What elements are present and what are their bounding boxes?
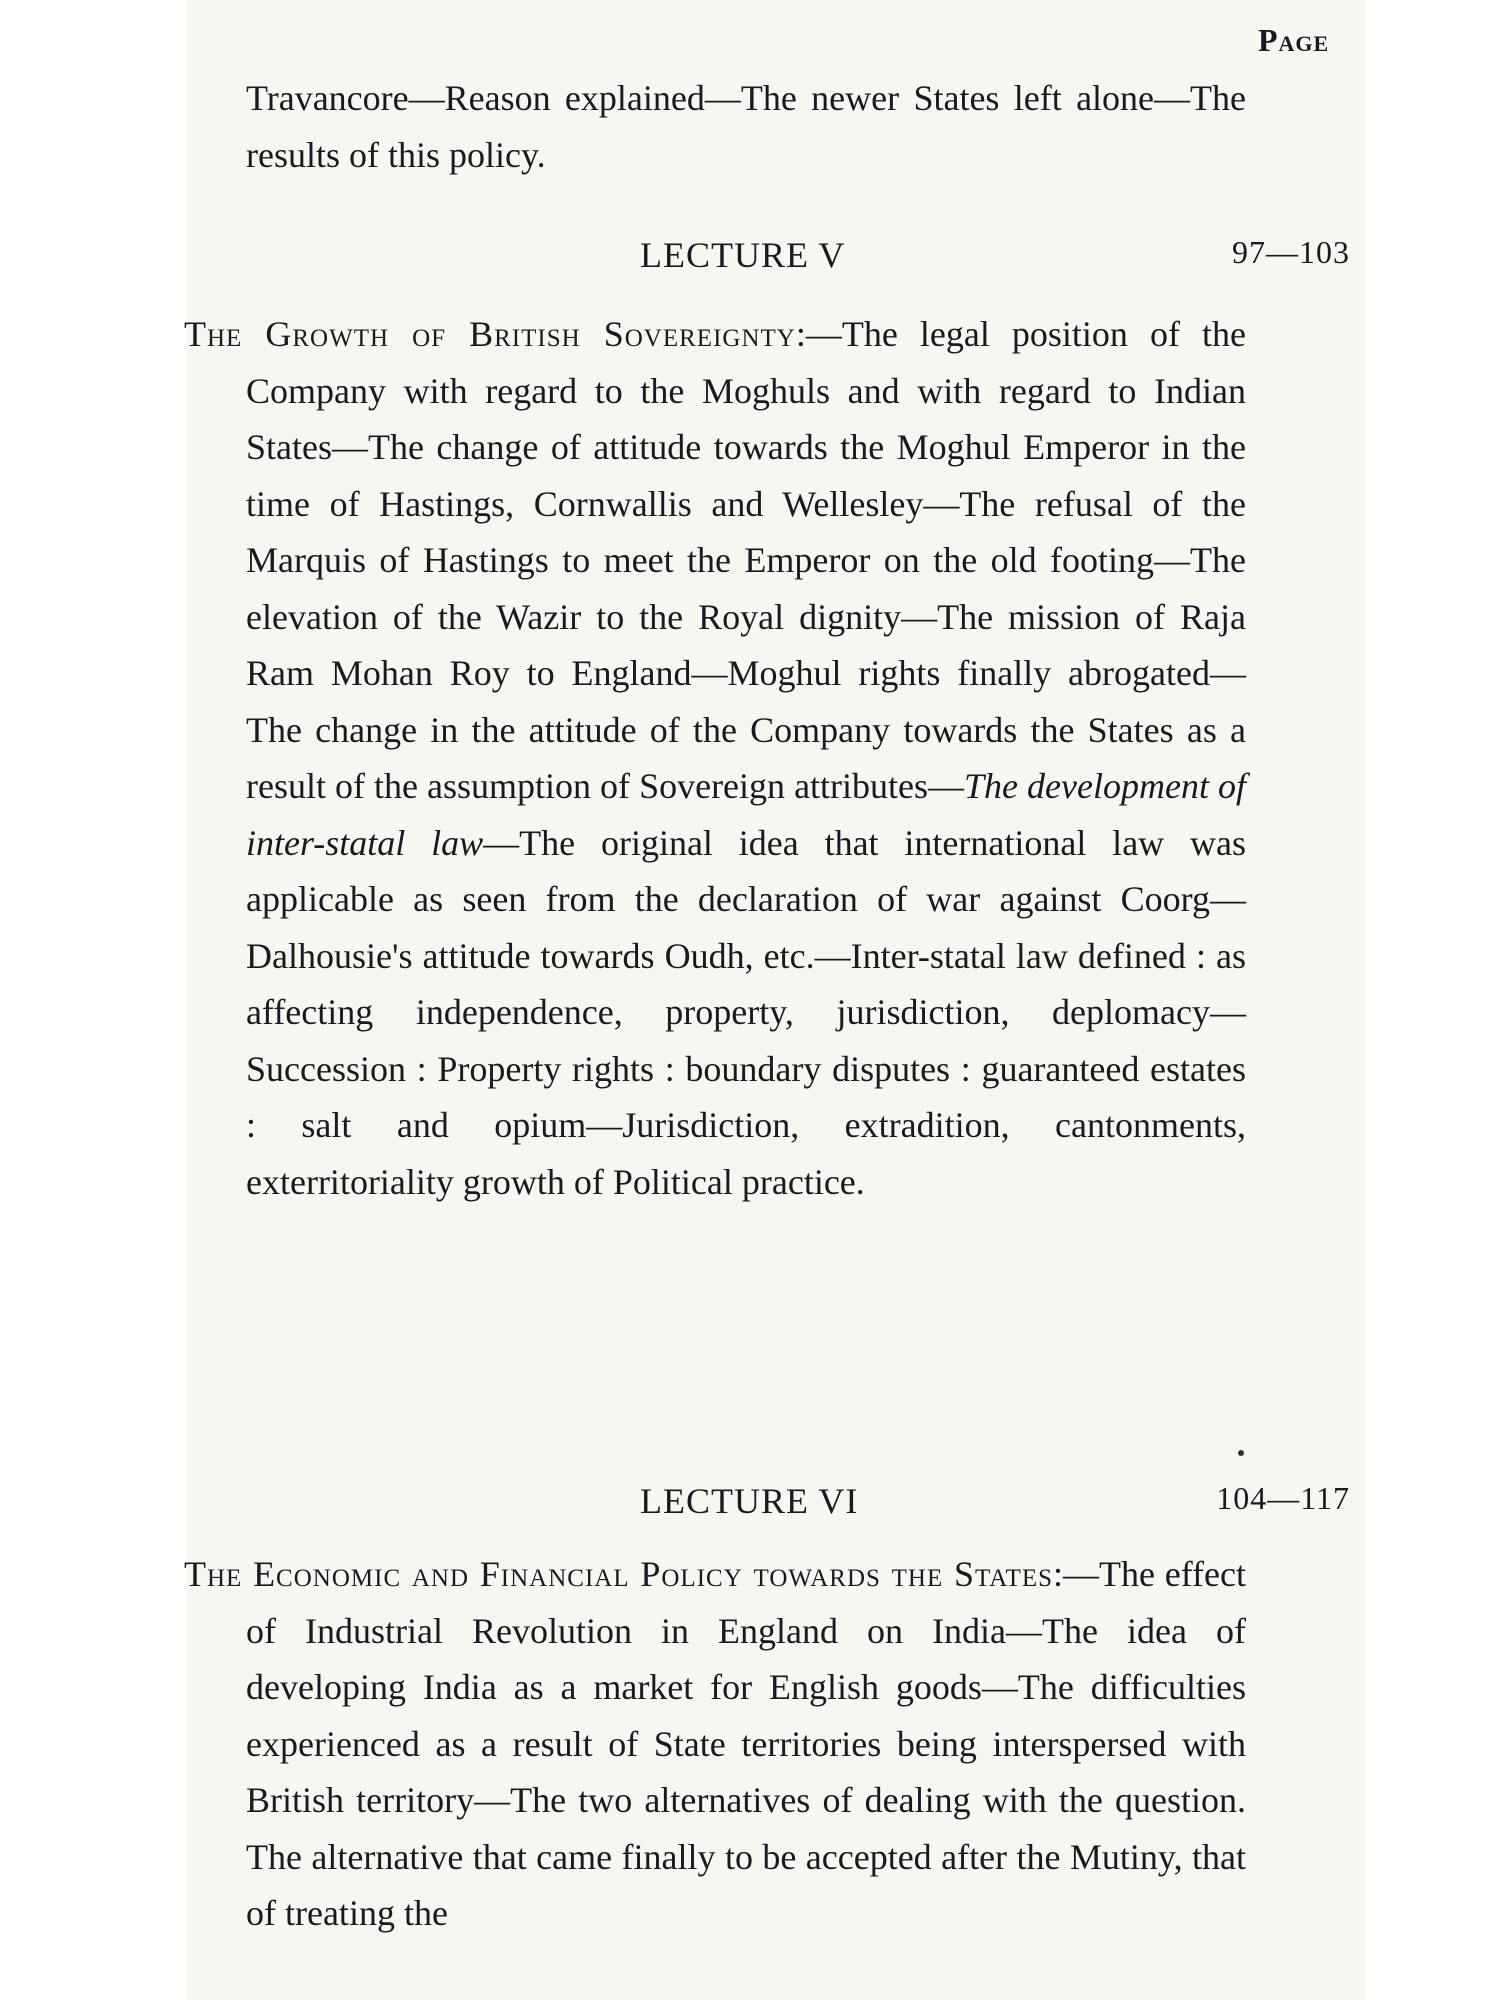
lecture-v-title: LECTURE V xyxy=(640,235,846,275)
lecture-vi-topic: The Economic and Financial Policy towards the States xyxy=(184,1554,1054,1594)
lecture-v-page-range: 97—103 xyxy=(1232,234,1350,270)
lecture-v-topic: The Growth of British Sovereignty xyxy=(184,314,796,354)
lecture-vi-body: :—The effect of Industrial Revolution in England on India—The idea of developing India as a market for English goods—The difficulties experienced as a result of State territories being interspersed with British territory—The two alternatives of dealing with the question. The alternative that came finally to be accepted after the Mutiny, that of treating the xyxy=(246,1554,1246,1933)
page-column-label: Page xyxy=(1258,22,1330,58)
stray-dot-mark xyxy=(1238,1450,1244,1456)
lecture-vi-title: LECTURE VI xyxy=(640,1481,859,1521)
lecture-v-body-2: —The original idea that international law was applicable as seen from the declaration of war against Coorg—Dalhousie's attitude towards Oudh, etc.—Inter-statal law defined : as affecting independence, property, jurisdiction, deplomacy—Succession : Property rights : boundary disputes : guaranteed estates : salt and opium—Jurisdiction, extradition, cantonments, exterritoriality growth of Political practice. xyxy=(246,822,1246,1202)
lecture-v-italic-heading: The development of inter-statal law xyxy=(246,766,1246,863)
lecture-v-body-1: :—The legal position of the Company with regard to the Moghuls and with regard to Indian States—The change of attitude towards the Moghul Emperor in the time of Hastings, Cornwallis and Wellesley—The refusal of the Marquis of Hastings to meet the Emperor on the old footing—The elevation of the Wazir to the Royal dignity—The mission of Raja Ram Mohan Roy to England—Moghul rights finally abrogated—The change in the attitude of the Company towards the States as a result of the assumption of Sovereign attributes— xyxy=(246,314,1247,806)
lecture-v-summary xyxy=(184,306,1247,1210)
lecture-vi-summary xyxy=(184,1546,1246,1942)
lecture-vi-page-range: 104—117 xyxy=(1216,1480,1350,1516)
continued-paragraph: Travancore—Reason explained—The newer States left alone—The results of this policy. xyxy=(246,78,1246,175)
